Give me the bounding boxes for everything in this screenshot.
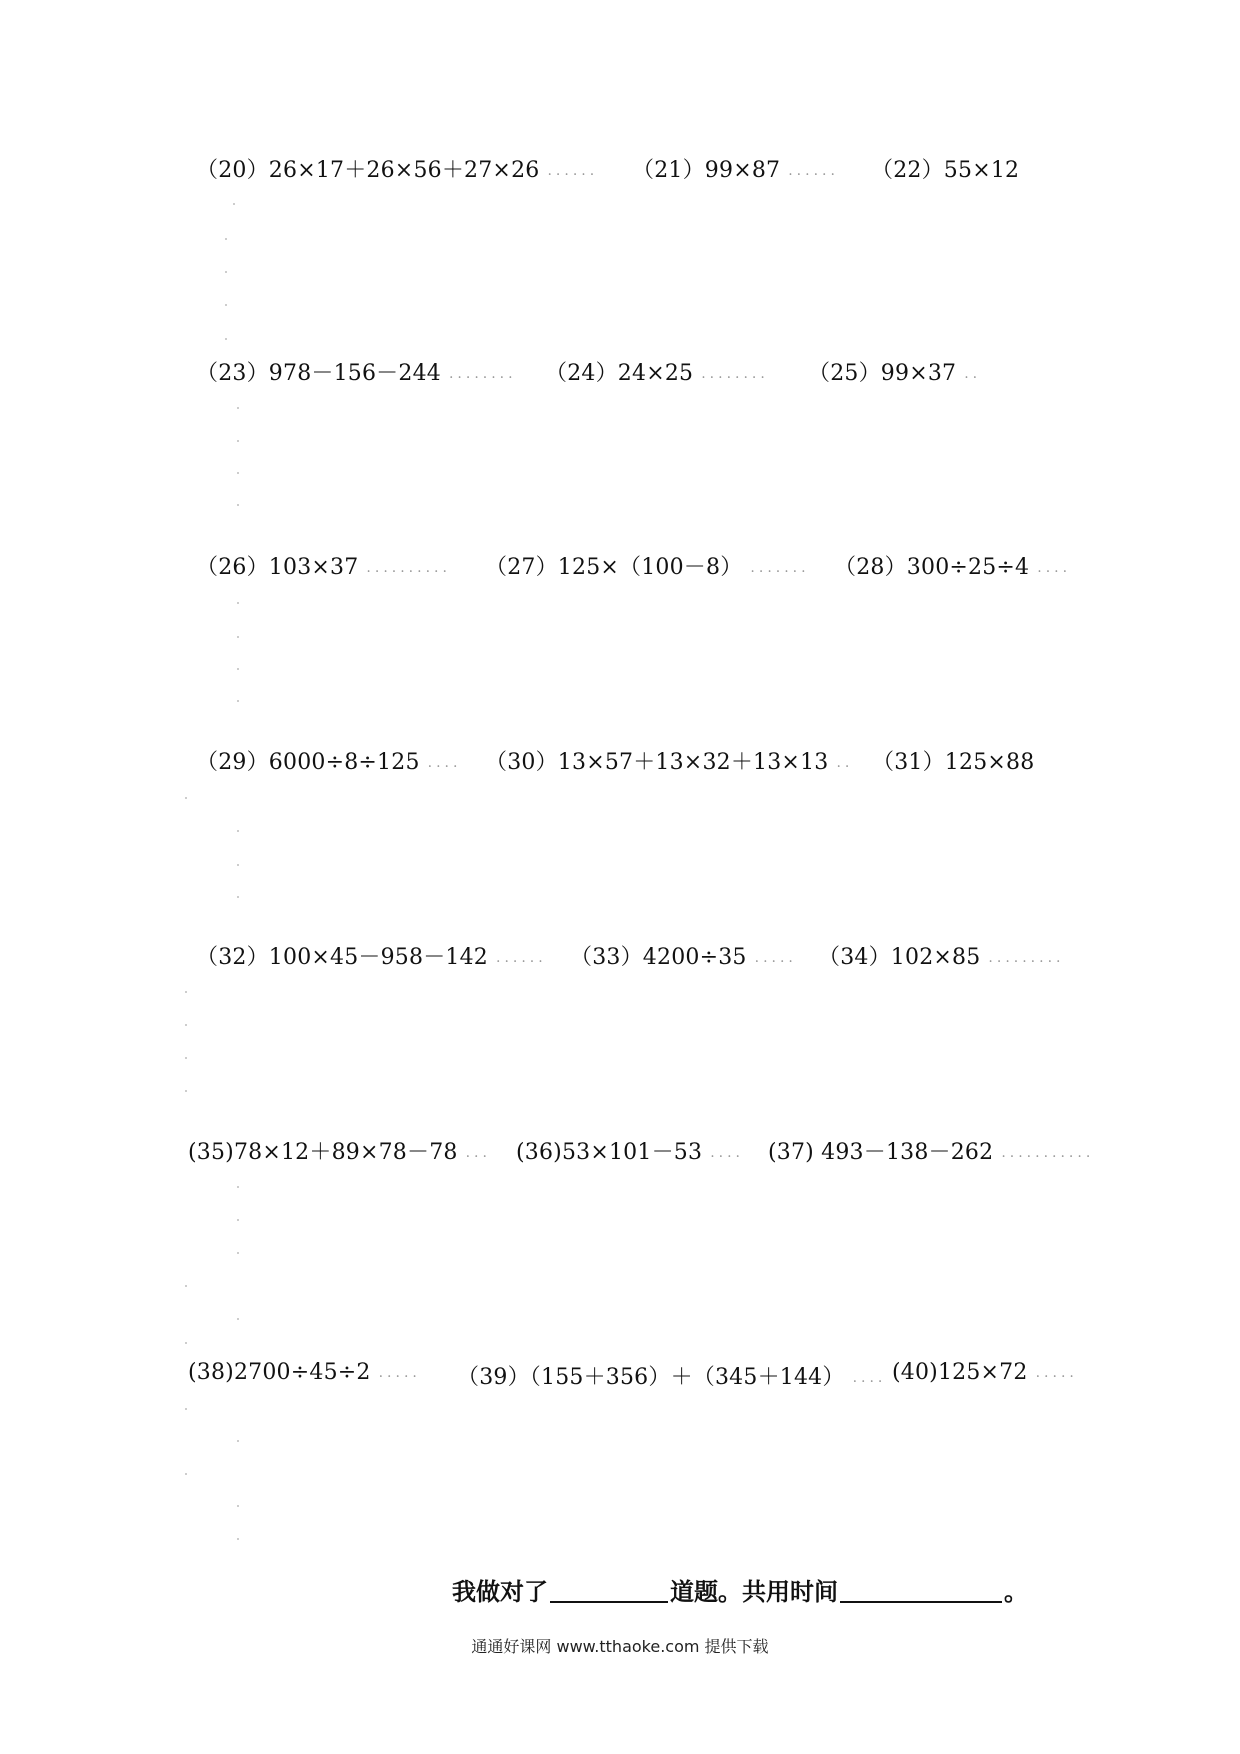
problem-text: （34）102×85 <box>818 945 981 970</box>
problem-text: （23）978－156－244 <box>196 361 441 386</box>
margin-dot <box>237 1318 239 1320</box>
dot-leader: ......... <box>988 950 1065 966</box>
margin-dot <box>237 830 239 832</box>
margin-dot <box>237 1252 239 1254</box>
problem-text: （32）100×45－958－142 <box>196 945 488 970</box>
dot-leader: .......... <box>366 560 451 576</box>
problem-row <box>0 1135 1240 1175</box>
problem-row <box>0 745 1240 785</box>
dot-leader: .. <box>964 366 982 382</box>
problem-text: （21）99×87 <box>632 158 781 183</box>
problem-text: （33）4200÷35 <box>570 945 747 970</box>
problem-text: （30）13×57＋13×32＋13×13 <box>485 750 829 775</box>
margin-dot <box>237 440 239 442</box>
problem-text: (37) 493－138－262 <box>768 1140 994 1165</box>
margin-dot <box>237 1538 239 1540</box>
margin-dot <box>237 700 239 702</box>
problem-row <box>0 550 1240 590</box>
problem-text: （22）55×12 <box>871 158 1020 183</box>
dot-leader: .... <box>710 1145 744 1161</box>
problem-28 <box>834 550 1071 581</box>
margin-dot <box>185 1024 187 1026</box>
problem-35 <box>188 1135 491 1166</box>
margin-dot <box>185 1057 187 1059</box>
dot-leader: .... <box>1037 560 1072 576</box>
dot-leader: ........... <box>1001 1145 1095 1161</box>
dot-leader: .... <box>852 1370 887 1386</box>
problem-34 <box>818 940 1064 971</box>
problem-23 <box>196 356 517 387</box>
problem-text: (36)53×101－53 <box>516 1140 703 1165</box>
problem-21 <box>632 153 839 184</box>
problem-text: （26）103×37 <box>196 555 359 580</box>
problem-40 <box>892 1360 1078 1385</box>
score-line <box>452 1572 1028 1607</box>
score-middle: 道题。共用时间 <box>670 1577 838 1606</box>
margin-dot <box>185 797 187 799</box>
dot-leader: ..... <box>1035 1365 1078 1381</box>
margin-dot <box>237 407 239 409</box>
dot-leader: ..... <box>754 950 797 966</box>
source-credit: 通通好课网 www.tthaoke.com 提供下载 <box>471 1637 769 1656</box>
problem-32 <box>196 940 547 971</box>
problem-36 <box>516 1135 744 1166</box>
problem-25 <box>808 356 981 387</box>
problem-text: （28）300÷25÷4 <box>834 555 1030 580</box>
margin-dot <box>237 1440 239 1442</box>
problem-text: (38)2700÷45÷2 <box>188 1360 371 1385</box>
margin-dot <box>233 203 235 205</box>
problem-37 <box>768 1135 1094 1166</box>
problem-31 <box>872 745 1042 776</box>
margin-dot <box>237 504 239 506</box>
margin-dot <box>185 991 187 993</box>
problem-39 <box>457 1360 886 1391</box>
margin-dot <box>237 602 239 604</box>
margin-dot <box>237 472 239 474</box>
dot-leader: ...... <box>547 163 599 179</box>
problem-text: (40)125×72 <box>892 1360 1028 1385</box>
problem-row <box>0 153 1240 193</box>
margin-dot <box>185 1408 187 1410</box>
problem-text: （20）26×17＋26×56＋27×26 <box>196 158 540 183</box>
problem-row <box>0 1360 1240 1400</box>
margin-dot <box>237 1186 239 1188</box>
problem-27 <box>485 550 810 581</box>
problem-33 <box>570 940 797 971</box>
problem-row <box>0 940 1240 980</box>
margin-dot <box>185 1473 187 1475</box>
dot-leader: ...... <box>788 163 839 179</box>
margin-dot <box>237 864 239 866</box>
dot-leader: ... <box>465 1145 491 1161</box>
margin-dot <box>225 271 227 273</box>
problem-text: （27）125×（100－8） <box>485 555 743 580</box>
score-prefix: 我做对了 <box>452 1577 548 1606</box>
margin-dot <box>237 1505 239 1507</box>
problem-20 <box>196 153 598 184</box>
dot-leader: ........ <box>448 366 517 382</box>
problem-30 <box>485 745 853 776</box>
problem-38 <box>188 1360 421 1385</box>
problem-text: （31）125×88 <box>872 750 1035 775</box>
margin-dot <box>237 668 239 670</box>
problem-22 <box>871 153 1027 184</box>
time-used-blank[interactable] <box>840 1579 1002 1603</box>
dot-leader: ...... <box>496 950 547 966</box>
correct-count-blank[interactable] <box>550 1579 668 1603</box>
problem-row <box>0 356 1240 396</box>
problem-text: （29）6000÷8÷125 <box>196 750 420 775</box>
problem-26 <box>196 550 451 581</box>
margin-dot <box>185 1342 187 1344</box>
margin-dot <box>225 304 227 306</box>
problem-text: （39）（155＋356）＋（345＋144） <box>457 1365 845 1390</box>
margin-dot <box>237 636 239 638</box>
margin-dot <box>225 238 227 240</box>
dot-leader: ..... <box>378 1365 421 1381</box>
problem-text: （24）24×25 <box>545 361 694 386</box>
dot-leader: .. <box>836 755 854 771</box>
problem-29 <box>196 745 461 776</box>
problem-24 <box>545 356 769 387</box>
margin-dot <box>185 1090 187 1092</box>
score-suffix: 。 <box>1004 1577 1028 1606</box>
margin-dot <box>225 338 227 340</box>
problem-text: （25）99×37 <box>808 361 957 386</box>
margin-dot <box>185 1285 187 1287</box>
margin-dot <box>237 896 239 898</box>
dot-leader: ....... <box>750 560 810 576</box>
margin-dot <box>237 1219 239 1221</box>
dot-leader: ........ <box>701 366 769 382</box>
problem-text: (35)78×12＋89×78－78 <box>188 1140 458 1165</box>
dot-leader: .... <box>427 755 462 771</box>
